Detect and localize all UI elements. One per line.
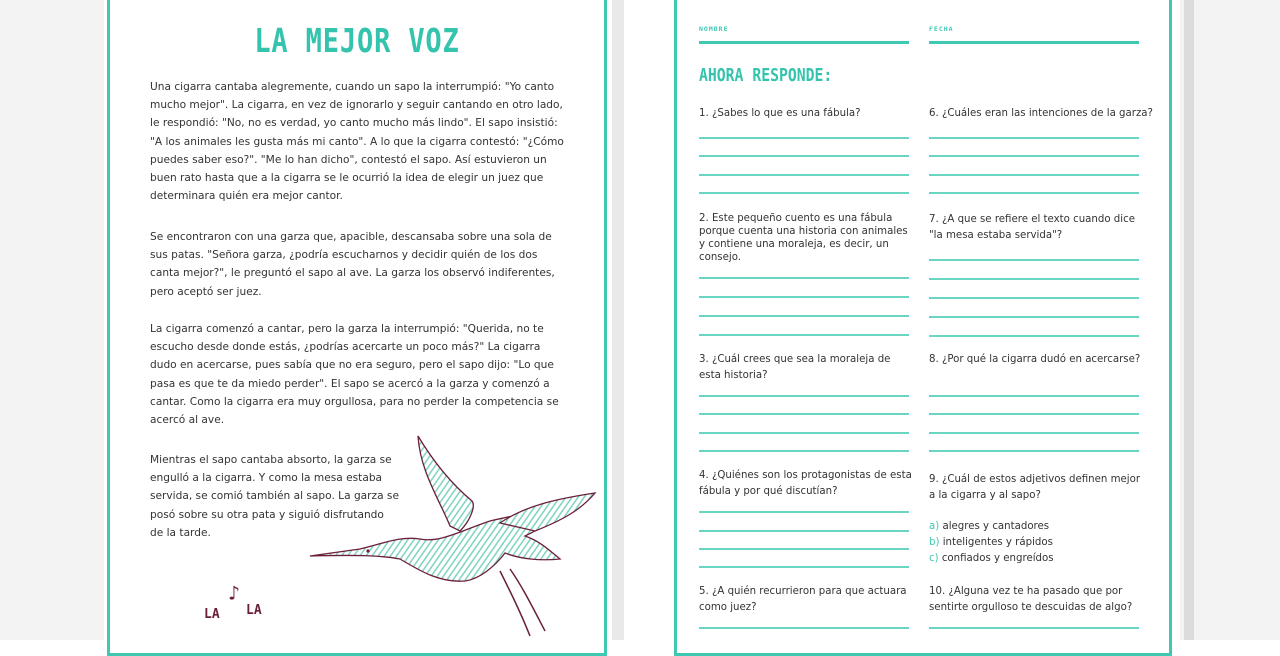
answer-line-q10[interactable] <box>929 627 1139 629</box>
question-1: 1. ¿Sabes lo que es una fábula? <box>699 108 861 119</box>
heron-illustration <box>300 431 600 641</box>
story-page <box>107 0 607 656</box>
answer-line-q6[interactable] <box>929 137 1139 139</box>
answer-line-q7[interactable] <box>929 335 1139 337</box>
story-paragraph-4: Mientras el sapo cantaba absorto, la garza se engulló a la cigarra. Y como la mesa estaba servida, se comió también al sapo. La garza se posó sobre su otra pata y siguió disfrutando de la tarde. <box>150 454 399 539</box>
story-paragraph-2: Se encontraron con una garza que, apacible, descansaba sobre una sola de sus patas. "Señora garza, ¿podría escucharnos y decidir quién de los dos canta mejor?", le preguntó el sapo al ave. La garza los observó indiferentes, pero aceptó ser juez. <box>150 231 555 298</box>
story-title: LA MEJOR VOZ <box>254 21 460 60</box>
answer-line-q3[interactable] <box>699 432 909 434</box>
answer-line-q2[interactable] <box>699 277 909 279</box>
answer-line-q8[interactable] <box>929 450 1139 452</box>
answer-line-q8[interactable] <box>929 395 1139 397</box>
answer-line-q7[interactable] <box>929 278 1139 280</box>
option-a[interactable] <box>929 521 1049 532</box>
question-7: 7. ¿A que se refiere el texto cuando dice "la mesa estaba servida"? <box>929 214 1135 241</box>
background-right <box>1180 0 1280 640</box>
lala-text-1: LA <box>204 607 220 622</box>
singing-decoration <box>200 579 270 639</box>
story-paragraph-1: Una cigarra cantaba alegremente, cuando un sapo la interrumpió: "Yo canto mucho mejor". La cigarra, en vez de ignorarlo y seguir cantando en otro lado, le respondió: "No, no es verdad, yo canto mucho más lindo". El sapo insistió: "A los animales les gusta más mi canto". A lo que la cigarra contestó: "¿Cómo puedes saber eso?". "Me lo han dicho", contestó el sapo. Así estuvieron un buen rato hasta que a la cigarra se le ocurrió la idea de elegir un juez que determinara quién era mejor cantor. <box>150 81 564 203</box>
answer-line-q4[interactable] <box>699 548 909 550</box>
story-paragraph-3: La cigarra comenzó a cantar, pero la garza la interrumpió: "Querida, no te escucho desde donde estás, ¿podrías acercarte un poco más?" La cigarra dudo en acercarse, pues sabía que no era seguro, pero el sapo dijo: "Lo que pasa es que te da miedo perder". El sapo se acercó a la garza y comenzó a cantar. Como la cigarra era muy orgullosa, para no perder la competencia se acercó al ave. <box>150 323 559 427</box>
background-gap <box>612 0 624 640</box>
worksheet-page <box>674 0 1172 656</box>
answer-line-q8[interactable] <box>929 413 1139 415</box>
page-shadow <box>1184 0 1194 640</box>
lala-text-2: LA <box>246 603 262 618</box>
answer-line-q3[interactable] <box>699 395 909 397</box>
option-a-text: alegres y cantadores <box>942 521 1050 532</box>
answer-line-q4[interactable] <box>699 530 909 532</box>
answer-line-q1[interactable] <box>699 137 909 139</box>
date-field[interactable] <box>929 41 1139 44</box>
answer-line-q3[interactable] <box>699 450 909 452</box>
answer-line-q3[interactable] <box>699 413 909 415</box>
option-c[interactable] <box>929 553 1054 564</box>
answer-line-q8[interactable] <box>929 432 1139 434</box>
question-3: 3. ¿Cuál crees que sea la moraleja de esta historia? <box>699 354 891 381</box>
answer-line-q6[interactable] <box>929 174 1139 176</box>
option-c-letter: c) <box>929 553 939 564</box>
section-title: AHORA RESPONDE: <box>699 65 833 86</box>
answer-line-q6[interactable] <box>929 155 1139 157</box>
question-10: 10. ¿Alguna vez te ha pasado que por sentirte orgulloso te descuidas de algo? <box>929 586 1133 613</box>
answer-line-q1[interactable] <box>699 192 909 194</box>
question-8: 8. ¿Por qué la cigarra dudó en acercarse? <box>929 354 1141 365</box>
answer-line-q7[interactable] <box>929 259 1139 261</box>
date-label: FECHA <box>929 25 954 33</box>
name-label: NOMBRE <box>699 25 729 33</box>
answer-line-q7[interactable] <box>929 316 1139 318</box>
background-left <box>0 0 104 640</box>
answer-line-q4[interactable] <box>699 566 909 568</box>
name-field[interactable] <box>699 41 909 44</box>
question-5: 5. ¿A quién recurrieron para que actuara como juez? <box>699 586 907 613</box>
question-4: 4. ¿Quiénes son los protagonistas de esta fábula y por qué discutían? <box>699 470 912 497</box>
option-b-letter: b) <box>929 537 940 548</box>
answer-line-q7[interactable] <box>929 297 1139 299</box>
answer-line-q5[interactable] <box>699 627 909 629</box>
music-note-icon: ♪ <box>228 581 241 605</box>
answer-line-q4[interactable] <box>699 511 909 513</box>
answer-line-q2[interactable] <box>699 334 909 336</box>
answer-line-q1[interactable] <box>699 174 909 176</box>
answer-line-q2[interactable] <box>699 315 909 317</box>
option-a-letter: a) <box>929 521 940 532</box>
question-6: 6. ¿Cuáles eran las intenciones de la garza? <box>929 108 1153 119</box>
option-c-text: confiados y engreídos <box>941 553 1054 564</box>
option-b-text: inteligentes y rápidos <box>942 537 1053 548</box>
option-b[interactable] <box>929 537 1053 548</box>
answer-line-q6[interactable] <box>929 192 1139 194</box>
question-9: 9. ¿Cuál de estos adjetivos definen mejor a la cigarra y al sapo? <box>929 474 1141 501</box>
answer-line-q2[interactable] <box>699 296 909 298</box>
answer-line-q1[interactable] <box>699 155 909 157</box>
question-2: 2. Este pequeño cuento es una fábula porque cuenta una historia con animales y contiene una moraleja, es decir, un consejo. <box>699 213 908 263</box>
